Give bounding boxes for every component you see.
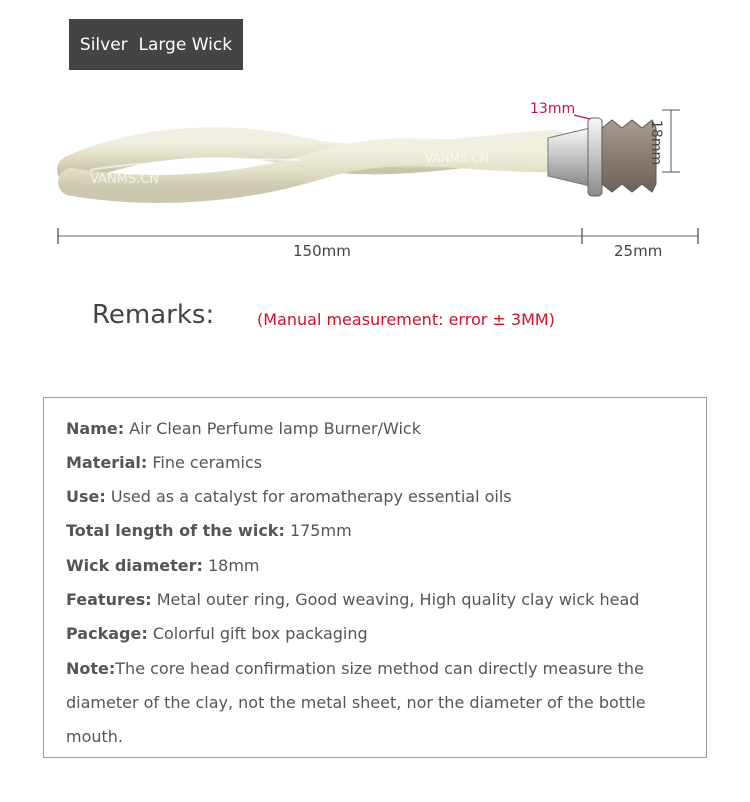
note-value: The core head confirmation size method can directly measure the diameter of the clay, not the metal sheet, nor the diameter of the bottle mouth. — [66, 659, 646, 746]
dimension-label-18mm: 18mm — [648, 120, 664, 166]
spec-label: Wick diameter: — [66, 556, 203, 575]
spec-row-material — [66, 453, 262, 472]
spec-value: 175mm — [289, 521, 352, 540]
watermark-text: VANMS.CN — [90, 172, 160, 187]
product-title-tag: Silver Large Wick — [69, 19, 243, 70]
spec-label: Total length of the wick: — [66, 521, 285, 540]
spec-row-use — [66, 487, 512, 506]
spec-row-wick-diameter — [66, 556, 260, 575]
spec-row-name — [66, 419, 421, 438]
dimension-label-13mm: 13mm — [530, 101, 576, 117]
spec-value: Fine ceramics — [152, 453, 263, 472]
product-info-box — [43, 397, 707, 758]
note-label: Note: — [66, 659, 116, 678]
spec-row-total-length — [66, 521, 352, 540]
spec-value: Colorful gift box packaging — [152, 624, 368, 643]
spec-row-package — [66, 624, 368, 643]
metal-ring — [588, 118, 602, 196]
spec-row-note — [66, 652, 691, 754]
spec-label: Features: — [66, 590, 152, 609]
spec-label: Use: — [66, 487, 106, 506]
dimension-label-150mm: 150mm — [293, 242, 351, 260]
spec-label: Package: — [66, 624, 148, 643]
watermark-text: VANMS.CN — [425, 151, 489, 165]
spec-value: Metal outer ring, Good weaving, High quality clay wick head — [156, 590, 640, 609]
spec-value: 18mm — [207, 556, 260, 575]
spec-label: Material: — [66, 453, 148, 472]
spec-label: Name: — [66, 419, 125, 438]
remarks-note: (Manual measurement: error ± 3MM) — [257, 310, 555, 329]
remarks-label: Remarks: — [92, 300, 215, 330]
spec-row-features — [66, 590, 639, 609]
spec-value: Used as a catalyst for aromatherapy essential oils — [110, 487, 512, 506]
dimension-label-25mm: 25mm — [614, 242, 663, 260]
spec-value: Air Clean Perfume lamp Burner/Wick — [129, 419, 421, 438]
